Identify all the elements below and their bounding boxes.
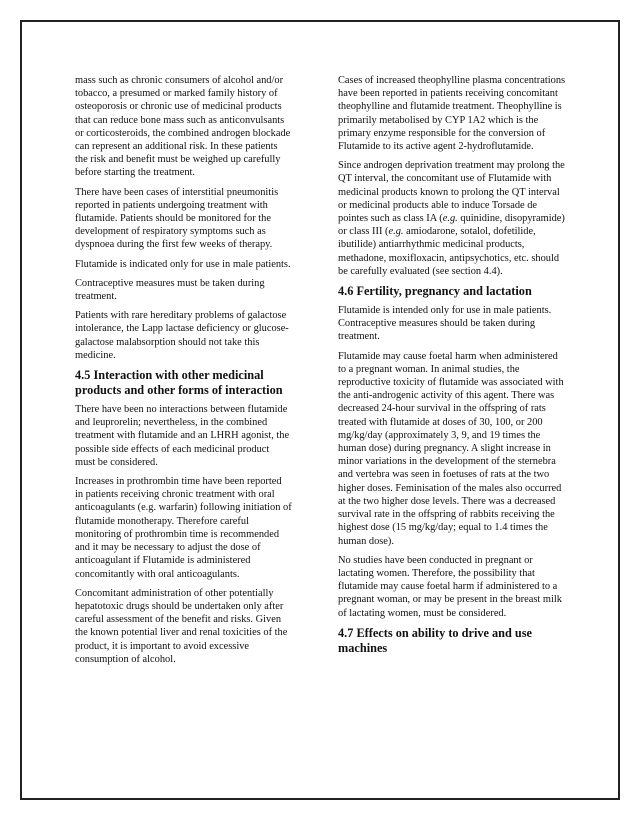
qt-text-b: quinidine, disopyramide) or class III ( bbox=[338, 213, 565, 238]
paragraph-galactose: Patients with rare hereditary problems of galactose intolerance, the Lapp lactase deficiency or glucose-galactose malabsorption should not take this medicine. bbox=[75, 310, 289, 361]
paragraph-bone-mass-risk: mass such as chronic consumers of alcohol and/or tobacco, a presumed or marked family history of osteoporosis or chronic use of medicinal products that can reduce bone mass such as anticonvulsants or corticosteroids, the combined androgen blockade can represent an additional risk. In these patients the risk and benefit must be weighed up carefully before starting the treatment. bbox=[75, 75, 291, 179]
qt-text-c: amiodarone, sotalol, dofetilide, ibutilide) antiarrhythmic medicinal products, methadone, moxifloxacin, antipsychotics, etc. should be carefully evaluated (see section 4.4). bbox=[338, 226, 560, 277]
qt-eg-1: e.g. bbox=[442, 213, 458, 225]
paragraph-male-only: Flutamide is indicated only for use in male patients. bbox=[75, 258, 291, 270]
paragraph-contraceptive: Contraceptive measures must be taken during treatment. bbox=[75, 277, 265, 303]
section-heading-4-7: 4.7 Effects on ability to drive and use machines bbox=[338, 625, 533, 655]
section-heading-4-5: 4.5 Interaction with other medicinal products and other forms of interaction bbox=[75, 368, 283, 398]
left-column bbox=[75, 74, 292, 672]
section-heading-4-6: 4.6 Fertility, pregnancy and lactation bbox=[338, 284, 532, 299]
paragraph-foetal-harm: Flutamide may cause foetal harm when administered to a pregnant woman. In animal studies, the reproductive toxicity of flutamide was associated with the anti-androgenic activity of this agent. There was decreased 24-hour survival in the offspring of rats treated with flutamide at doses of 30, 100, or 200 mg/kg/day (approximately 3, 9, and 19 times the human dose) during pregnancy. A slight increase in minor variations in the development of the sternebra and vertebra was seen in foetuses of rats at the two higher doses. Feminisation of the males also occurred at the two higher dose levels. There was a decreased survival rate in the offspring of rabbits receiving the highest dose (15 mg/kg/day; equal to 1.4 times the human dose). bbox=[338, 350, 564, 547]
paragraph-leuprorelin: There have been no interactions between flutamide and leuprorelin; nevertheless, in the combined treatment with flutamide and an LHRH agonist, the possible side effects of each medicinal product must be considered. bbox=[75, 404, 290, 468]
qt-text-a: Since androgen deprivation treatment may prolong the QT interval, the concomitant use of Flutamide with medicinal products known to prolong the QT interval or medicinal products able to induce Torsade de pointes such as class IA ( bbox=[338, 160, 565, 225]
paragraph-hepatotoxic: Concomitant administration of other potentially hepatotoxic drugs should be undertaken only after careful assessment of the benefit and risks. Given the known potential liver and renal toxicities of the product, it is important to avoid excessive consumption of alcohol. bbox=[75, 587, 288, 665]
paragraph-no-studies: No studies have been conducted in pregnant or lactating women. Therefore, the possibility that flutamide may cause foetal harm if administered to a pregnant woman, or may be present in the breast milk of lactating women, must be considered. bbox=[338, 554, 562, 619]
right-column bbox=[338, 74, 568, 661]
paragraph-interstitial-pneumonitis: There have been cases of interstitial pneumonitis reported in patients undergoing treatment with flutamide. Patients should be monitored for the development of respiratory symptoms such as dyspnoea during the first few weeks of therapy. bbox=[75, 186, 279, 251]
paragraph-theophylline: Cases of increased theophylline plasma concentrations have been reported in patients receiving concomitant theophylline and flutamide treatment. Theophylline is primarily metabolised by CYP 1A2 which is the primary enzyme responsible for the conversion of Flutamide to its active agent 2-hydroflutamide. bbox=[338, 75, 566, 153]
paragraph-qt-interval bbox=[338, 159, 568, 278]
paragraph-prothrombin: Increases in prothrombin time have been reported in patients receiving chronic treatment with oral anticoagulants (e.g. warfarin) following initiation of flutamide monotherapy. Therefore careful monitoring of prothrombin time is recommended and it may be necessary to adjust the dose of anticoagulant if Flutamide is administered concomitantly with oral anticoagulants. bbox=[75, 476, 292, 580]
paragraph-intended-male: Flutamide is intended only for use in male patients. Contraceptive measures should be taken during treatment. bbox=[338, 305, 552, 343]
qt-eg-2: e.g. bbox=[388, 226, 404, 238]
